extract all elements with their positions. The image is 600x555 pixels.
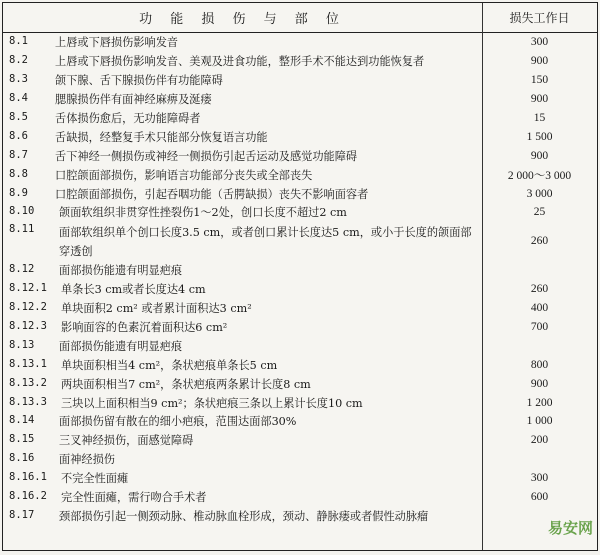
row-days: 800 [530,358,549,371]
row-text: 单块面积2 cm² 或者累计面积达3 cm² [61,302,252,316]
row-days: 200 [530,434,549,447]
row-code: 8.5 [9,111,28,123]
row-code: 8.4 [9,92,28,105]
row-code: 8.9 [9,186,28,199]
row-code: 8.6 [9,129,28,142]
row-text: 面部损伤能遗有明显疤痕 [59,264,183,278]
row-days: 260 [530,283,549,296]
row-code: 8.10 [9,205,35,218]
table-row [3,393,597,412]
table-row [3,506,597,525]
row-days: 3 000 [526,187,553,200]
table-row [3,146,597,165]
row-days: 900 [530,93,549,106]
table-row [3,488,597,507]
row-text: 单条长3 cm或者长度达4 cm [61,283,206,297]
row-code: 8.17 [9,508,35,521]
row-code: 8.12 [9,263,35,276]
table-row [3,52,597,71]
row-text: 不完全性面瘫 [61,472,129,486]
table-row [3,299,597,318]
table-row [3,469,597,488]
row-days: 900 [530,377,549,390]
table-row [3,33,597,52]
row-days: 150 [530,74,549,87]
header-days: 损失工作日 [509,11,570,25]
row-text: 舌体损伤愈后，无功能障碍者 [55,112,201,125]
row-text: 面部损伤留有散在的细小疤痕，范围达面部30% [59,415,297,429]
row-days: 15 [533,112,546,124]
row-code: 8.13.2 [9,376,47,389]
row-days: 400 [530,302,549,315]
table-row [3,280,597,299]
row-text: 舌下神经一侧损伤或神经一侧损伤引起舌运动及感觉功能障碍 [55,149,358,163]
row-text: 口腔颌面部损伤，引起吞咽功能（舌腭缺损）丧失不影响面容者 [55,187,369,201]
row-text: 面部软组织单个创口长度3.5 cm，或者创口累计长度达5 cm，或小于长度的颌面部穿透创 [59,225,472,258]
table-row [3,222,597,261]
row-code: 8.13.1 [9,357,47,370]
row-text: 颌面软组织非贯穿性挫裂伤1～2处，创口长度不超过2 cm [59,206,347,220]
row-code: 8.11 [9,222,35,235]
table-body [3,33,597,525]
row-code: 8.16.1 [9,471,47,484]
injury-table [2,2,598,551]
row-text: 面部损伤能遗有明显疤痕 [59,339,183,353]
row-code: 8.16.2 [9,490,47,503]
row-days: 900 [530,55,549,68]
row-code: 8.14 [9,414,35,427]
row-text: 颌下腺、舌下腺损伤伴有功能障碍 [55,74,223,88]
table-row [3,203,597,222]
row-code: 8.16 [9,452,35,465]
row-days: 600 [530,491,549,504]
row-code: 8.13 [9,338,35,351]
row-code: 8.15 [9,433,35,446]
row-text: 影响面容的色素沉着面积达6 cm² [61,321,228,335]
table-row [3,109,597,128]
table-row [3,127,597,146]
row-days: 2 000～3 000 [507,169,572,182]
row-text: 上唇或下唇损伤影响发音 [55,36,179,50]
row-code: 8.8 [9,167,28,180]
header-function: 功 能 损 伤 与 部 位 [139,12,346,27]
row-text: 口腔颌面部损伤，影响语言功能部分丧失或全部丧失 [55,168,313,182]
row-code: 8.7 [9,148,28,161]
row-code: 8.12.3 [9,320,47,333]
row-code: 8.12.2 [9,301,47,314]
row-days: 1 200 [526,396,553,409]
row-days: 300 [530,472,549,485]
row-text: 舌缺损，经整复手术只能部分恢复语言功能 [55,130,268,144]
row-text: 腮腺损伤伴有面神经麻痹及涎瘘 [55,93,212,107]
row-text: 完全性面瘫，需行吻合手术者 [61,491,207,505]
row-text: 单块面积相当4 cm²，条状疤痕单条长5 cm [61,358,278,372]
row-days: 25 [533,206,546,219]
row-code: 8.3 [9,73,28,86]
row-days: 1 000 [526,415,553,428]
table-row [3,412,597,431]
row-days: 700 [530,321,549,334]
row-code: 8.13.3 [9,395,47,408]
table-row [3,355,597,374]
row-days: 900 [530,149,549,162]
table-row [3,90,597,109]
table-row [3,261,597,280]
row-days: 300 [530,36,549,49]
table-row [3,165,597,184]
table-row [3,336,597,355]
row-days: 260 [530,235,549,248]
table-row [3,450,597,469]
site-watermark: 易安网 [547,519,593,537]
row-text: 颈部损伤引起一侧颈动脉、椎动脉血栓形成，颈动、静脉瘘或者假性动脉瘤 [59,509,429,523]
table-row [3,374,597,393]
row-code: 8.12.1 [9,282,47,295]
row-code: 8.2 [9,54,28,67]
table-row [3,184,597,203]
table-row [3,431,597,450]
row-text: 面神经损伤 [59,453,115,467]
table-row [3,318,597,337]
row-text: 三叉神经损伤，面感觉障碍 [59,434,194,448]
table-row [3,71,597,90]
row-text: 三块以上面积相当9 cm²；条状疤痕三条以上累计长度10 cm [61,396,363,410]
table-header [3,3,597,33]
row-text: 上唇或下唇损伤影响发音、美观及进食功能，整形手术不能达到功能恢复者 [55,55,425,69]
row-code: 8.1 [9,35,28,48]
row-text: 两块面积相当7 cm²，条状疤痕两条累计长度8 cm [61,377,311,391]
row-days: 1 500 [526,130,553,143]
